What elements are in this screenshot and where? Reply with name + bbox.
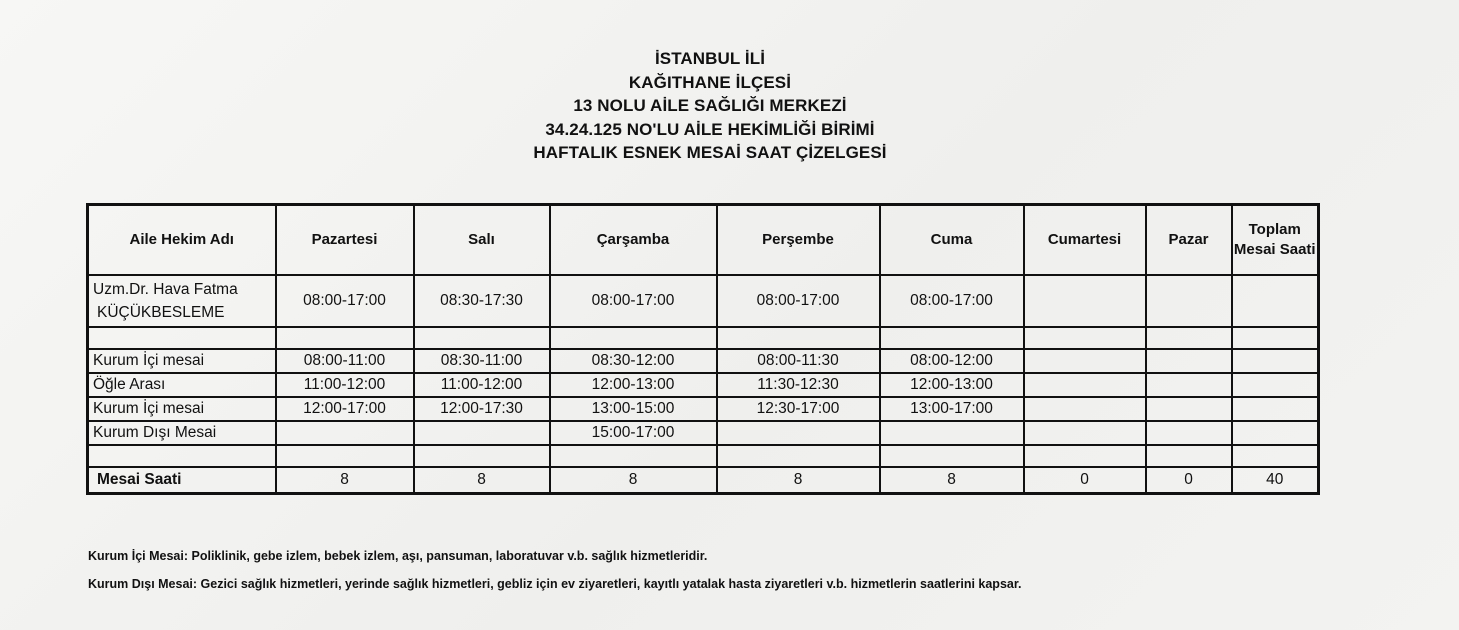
spacer-row — [88, 327, 1319, 349]
table-cell — [1146, 397, 1232, 421]
table-cell: 11:00-12:00 — [414, 373, 550, 397]
doctor-name-line1: Uzm.Dr. Hava Fatma — [93, 281, 238, 298]
table-cell — [1232, 397, 1319, 421]
table-cell: 15:00-17:00 — [550, 421, 717, 445]
total-label: Mesai Saati — [88, 467, 276, 494]
table-cell: 12:30-17:00 — [717, 397, 880, 421]
table-cell: 12:00-17:00 — [276, 397, 414, 421]
table-row — [88, 373, 1319, 397]
row-label: Öğle Arası — [88, 373, 276, 397]
column-header-thursday: Perşembe — [717, 205, 880, 276]
header-title: HAFTALIK ESNEK MESAİ SAAT ÇİZELGESİ — [533, 143, 887, 162]
table-cell: 08:30-11:00 — [414, 349, 550, 373]
table-cell: 08:30-17:30 — [414, 275, 550, 327]
table-cell: 08:00-11:30 — [717, 349, 880, 373]
doctor-name-line2: KÜÇÜKBESLEME — [97, 304, 225, 321]
table-cell: 08:00-17:00 — [550, 275, 717, 327]
table-cell — [880, 421, 1024, 445]
column-header-doctor: Aile Hekim Adı — [88, 205, 276, 276]
table-cell — [1024, 397, 1146, 421]
spacer-row — [88, 445, 1319, 467]
column-header-total: Toplam Mesai Saati — [1232, 205, 1319, 276]
row-label: Kurum İçi mesai — [88, 397, 276, 421]
doctor-row — [88, 275, 1319, 327]
total-cell: 8 — [550, 467, 717, 494]
total-cell: 8 — [880, 467, 1024, 494]
column-header-friday: Cuma — [880, 205, 1024, 276]
table-cell — [414, 421, 550, 445]
table-cell: 08:00-11:00 — [276, 349, 414, 373]
table-cell: 08:30-12:00 — [550, 349, 717, 373]
schedule-table — [86, 203, 1320, 495]
note-external-hours: Kurum Dışı Mesai: Gezici sağlık hizmetleri, yerinde sağlık hizmetleri, gebliz için ev ziyaretleri, kayıtlı yatalak hasta ziyaretleri v.b. hizmetlerin saatlerini kapsar. — [88, 577, 1022, 591]
table-cell: 08:00-17:00 — [717, 275, 880, 327]
column-header-saturday: Cumartesi — [1024, 205, 1146, 276]
table-cell — [1024, 373, 1146, 397]
row-label: Kurum İçi mesai — [88, 349, 276, 373]
table-header-row — [88, 205, 1319, 276]
table-cell — [1146, 421, 1232, 445]
table-cell — [1146, 373, 1232, 397]
table-cell: 11:30-12:30 — [717, 373, 880, 397]
total-cell-grand: 40 — [1232, 467, 1319, 494]
table-cell — [1146, 275, 1232, 327]
table-cell — [1232, 275, 1319, 327]
table-row — [88, 349, 1319, 373]
table-cell — [717, 421, 880, 445]
table-cell — [1232, 421, 1319, 445]
table-row — [88, 421, 1319, 445]
table-cell — [276, 421, 414, 445]
total-row — [88, 467, 1319, 494]
table-cell — [1024, 275, 1146, 327]
table-cell: 11:00-12:00 — [276, 373, 414, 397]
column-header-wednesday: Çarşamba — [550, 205, 717, 276]
header-unit: 34.24.125 NO'LU AİLE HEKİMLİĞİ BİRİMİ — [545, 119, 875, 139]
total-cell: 0 — [1146, 467, 1232, 494]
column-header-tuesday: Salı — [414, 205, 550, 276]
header-health-center: 13 NOLU AİLE SAĞLIĞI MERKEZİ — [573, 96, 847, 115]
table-cell: 12:00-13:00 — [550, 373, 717, 397]
document-header — [300, 47, 1120, 165]
header-province: İSTANBUL İLİ — [654, 49, 766, 68]
table-cell: 12:00-17:30 — [414, 397, 550, 421]
table-cell — [1024, 349, 1146, 373]
total-cell: 8 — [276, 467, 414, 494]
table-cell — [1146, 349, 1232, 373]
table-cell: 12:00-13:00 — [880, 373, 1024, 397]
table-cell — [1232, 373, 1319, 397]
footnotes — [88, 542, 1388, 598]
header-district: KAĞITHANE İLÇESİ — [628, 72, 792, 92]
doctor-name-cell — [88, 275, 276, 327]
table-cell: 13:00-17:00 — [880, 397, 1024, 421]
table-cell: 13:00-15:00 — [550, 397, 717, 421]
table-row — [88, 397, 1319, 421]
table-cell: 08:00-12:00 — [880, 349, 1024, 373]
table-cell: 08:00-17:00 — [276, 275, 414, 327]
total-cell: 8 — [414, 467, 550, 494]
column-header-monday: Pazartesi — [276, 205, 414, 276]
column-header-sunday: Pazar — [1146, 205, 1232, 276]
row-label: Kurum Dışı Mesai — [88, 421, 276, 445]
table-cell: 08:00-17:00 — [880, 275, 1024, 327]
total-cell: 0 — [1024, 467, 1146, 494]
total-cell: 8 — [717, 467, 880, 494]
note-internal-hours: Kurum İçi Mesai: Poliklinik, gebe izlem, bebek izlem, aşı, pansuman, laboratuvar v.b. sağlık hizmetleridir. — [88, 549, 708, 563]
table-cell — [1232, 349, 1319, 373]
table-cell — [1024, 421, 1146, 445]
